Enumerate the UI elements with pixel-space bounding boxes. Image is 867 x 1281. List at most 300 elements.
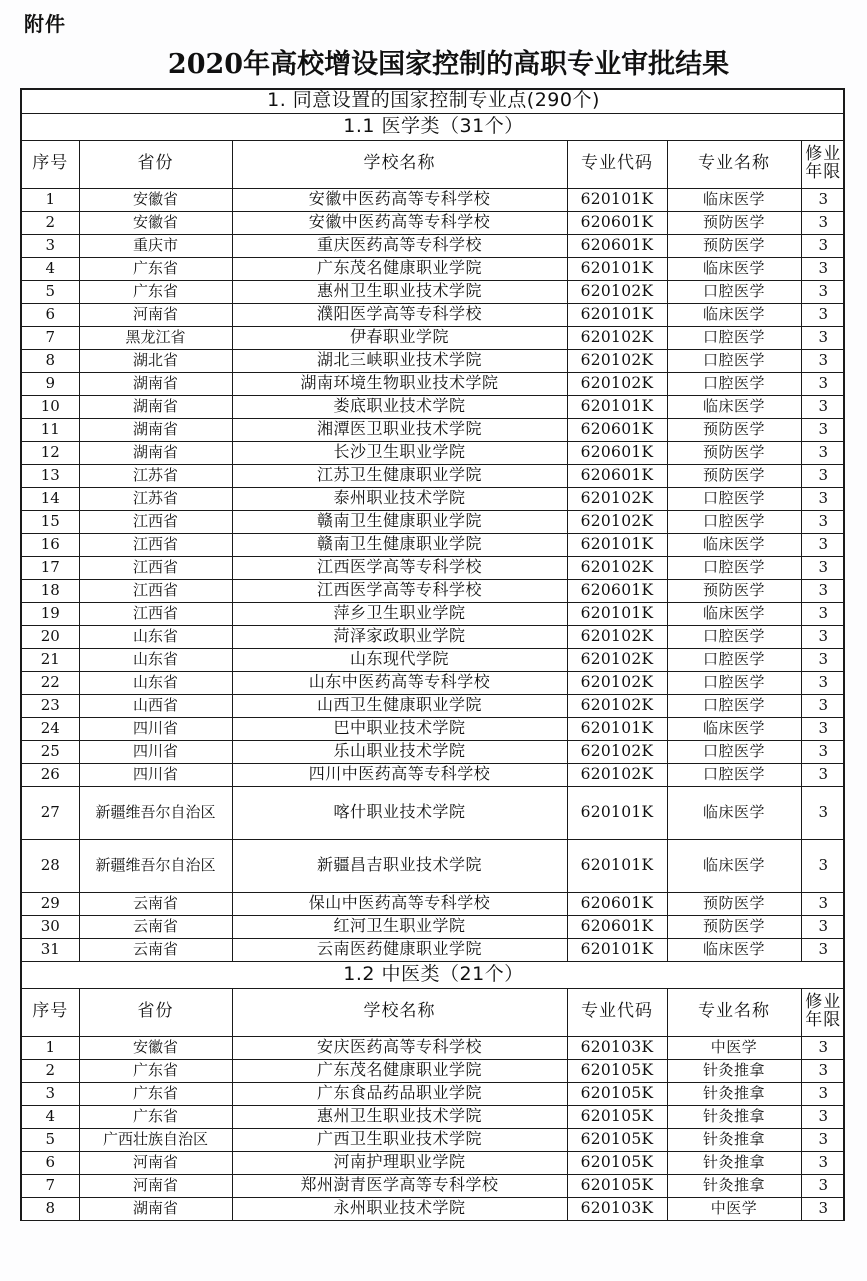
cell-code: 620601K <box>567 915 667 938</box>
cell-school: 山东现代学院 <box>232 648 567 671</box>
cell-index: 16 <box>22 533 79 556</box>
cell-major: 口腔医学 <box>667 648 801 671</box>
results-table-container <box>20 88 845 1221</box>
cell-code: 620101K <box>567 938 667 961</box>
cell-index: 26 <box>22 763 79 786</box>
cell-school: 重庆医药高等专科学校 <box>232 234 567 257</box>
section-banner-sub: 1.2 中医类（21个） <box>22 961 845 988</box>
table-row <box>22 257 845 280</box>
cell-province: 河南省 <box>79 1151 232 1174</box>
table-row <box>22 487 845 510</box>
cell-school: 山东中医药高等专科学校 <box>232 671 567 694</box>
attachment-label: 附件 <box>24 12 66 36</box>
cell-term: 3 <box>801 786 845 839</box>
cell-major: 口腔医学 <box>667 510 801 533</box>
cell-term: 3 <box>801 441 845 464</box>
cell-code: 620101K <box>567 602 667 625</box>
column-header-school: 学校名称 <box>232 140 567 188</box>
cell-major: 临床医学 <box>667 717 801 740</box>
cell-major: 临床医学 <box>667 938 801 961</box>
cell-major: 临床医学 <box>667 188 801 211</box>
cell-province: 云南省 <box>79 938 232 961</box>
table-row <box>22 533 845 556</box>
cell-major: 预防医学 <box>667 464 801 487</box>
cell-code: 620101K <box>567 257 667 280</box>
cell-school: 永州职业技术学院 <box>232 1197 567 1220</box>
cell-code: 620105K <box>567 1128 667 1151</box>
cell-province: 四川省 <box>79 740 232 763</box>
cell-code: 620101K <box>567 786 667 839</box>
table-row <box>22 1197 845 1220</box>
cell-term: 3 <box>801 533 845 556</box>
cell-term: 3 <box>801 188 845 211</box>
cell-code: 620101K <box>567 533 667 556</box>
cell-major: 中医学 <box>667 1036 801 1059</box>
cell-school: 广东茂名健康职业学院 <box>232 257 567 280</box>
cell-term: 3 <box>801 326 845 349</box>
cell-term: 3 <box>801 1128 845 1151</box>
cell-school: 惠州卫生职业技术学院 <box>232 1105 567 1128</box>
cell-index: 23 <box>22 694 79 717</box>
cell-school: 赣南卫生健康职业学院 <box>232 533 567 556</box>
cell-school: 广东茂名健康职业学院 <box>232 1059 567 1082</box>
column-header-province: 省份 <box>79 140 232 188</box>
cell-index: 9 <box>22 372 79 395</box>
cell-province: 山东省 <box>79 648 232 671</box>
cell-province: 河南省 <box>79 303 232 326</box>
cell-province: 广东省 <box>79 257 232 280</box>
cell-major: 预防医学 <box>667 441 801 464</box>
column-header-term-line2: 年限 <box>805 1010 842 1030</box>
cell-code: 620103K <box>567 1197 667 1220</box>
table-row <box>22 938 845 961</box>
cell-term: 3 <box>801 556 845 579</box>
table-row <box>22 1059 845 1082</box>
cell-index: 10 <box>22 395 79 418</box>
cell-index: 22 <box>22 671 79 694</box>
cell-code: 620102K <box>567 326 667 349</box>
cell-province: 湖南省 <box>79 1197 232 1220</box>
cell-term: 3 <box>801 938 845 961</box>
cell-school: 长沙卫生职业学院 <box>232 441 567 464</box>
cell-term: 3 <box>801 395 845 418</box>
cell-term: 3 <box>801 510 845 533</box>
cell-code: 620105K <box>567 1082 667 1105</box>
cell-school: 江苏卫生健康职业学院 <box>232 464 567 487</box>
cell-major: 口腔医学 <box>667 487 801 510</box>
cell-school: 广东食品药品职业学院 <box>232 1082 567 1105</box>
cell-term: 3 <box>801 1059 845 1082</box>
cell-school: 娄底职业技术学院 <box>232 395 567 418</box>
cell-school: 菏泽家政职业学院 <box>232 625 567 648</box>
cell-major: 针灸推拿 <box>667 1174 801 1197</box>
table-row <box>22 1128 845 1151</box>
cell-province: 四川省 <box>79 717 232 740</box>
cell-index: 3 <box>22 234 79 257</box>
cell-term: 3 <box>801 1174 845 1197</box>
cell-school: 伊春职业学院 <box>232 326 567 349</box>
table-row <box>22 326 845 349</box>
cell-major: 针灸推拿 <box>667 1151 801 1174</box>
table-row <box>22 740 845 763</box>
table-row <box>22 556 845 579</box>
cell-code: 620601K <box>567 892 667 915</box>
cell-index: 14 <box>22 487 79 510</box>
cell-major: 临床医学 <box>667 395 801 418</box>
table-row <box>22 211 845 234</box>
cell-index: 5 <box>22 280 79 303</box>
section-banner-row <box>22 90 845 113</box>
cell-major: 口腔医学 <box>667 372 801 395</box>
cell-major: 预防医学 <box>667 234 801 257</box>
table-row <box>22 372 845 395</box>
cell-index: 17 <box>22 556 79 579</box>
table-row <box>22 671 845 694</box>
cell-major: 预防医学 <box>667 915 801 938</box>
cell-index: 18 <box>22 579 79 602</box>
cell-major: 临床医学 <box>667 257 801 280</box>
cell-code: 620601K <box>567 464 667 487</box>
cell-code: 620102K <box>567 763 667 786</box>
cell-index: 28 <box>22 839 79 892</box>
cell-term: 3 <box>801 1036 845 1059</box>
cell-code: 620102K <box>567 556 667 579</box>
cell-school: 河南护理职业学院 <box>232 1151 567 1174</box>
cell-major: 口腔医学 <box>667 625 801 648</box>
cell-term: 3 <box>801 1105 845 1128</box>
cell-term: 3 <box>801 892 845 915</box>
cell-term: 3 <box>801 372 845 395</box>
cell-code: 620102K <box>567 372 667 395</box>
section-subbanner-row <box>22 961 845 988</box>
cell-index: 1 <box>22 1036 79 1059</box>
cell-code: 620102K <box>567 740 667 763</box>
cell-code: 620105K <box>567 1105 667 1128</box>
cell-school: 广西卫生职业技术学院 <box>232 1128 567 1151</box>
cell-term: 3 <box>801 487 845 510</box>
cell-province: 安徽省 <box>79 188 232 211</box>
column-header-term-line1: 修业 <box>805 992 842 1013</box>
cell-major: 口腔医学 <box>667 694 801 717</box>
section-banner-main: 1. 同意设置的国家控制专业点(290个) <box>22 90 845 113</box>
cell-index: 5 <box>22 1128 79 1151</box>
cell-province: 湖南省 <box>79 395 232 418</box>
cell-code: 620102K <box>567 487 667 510</box>
cell-major: 口腔医学 <box>667 671 801 694</box>
cell-school: 湘潭医卫职业技术学院 <box>232 418 567 441</box>
cell-code: 620102K <box>567 280 667 303</box>
column-header-index: 序号 <box>22 988 79 1036</box>
cell-province: 湖南省 <box>79 372 232 395</box>
cell-province: 四川省 <box>79 763 232 786</box>
cell-index: 7 <box>22 326 79 349</box>
table-row <box>22 717 845 740</box>
cell-major: 针灸推拿 <box>667 1128 801 1151</box>
table-row <box>22 303 845 326</box>
cell-province: 广西壮族自治区 <box>79 1128 232 1151</box>
cell-school: 萍乡卫生职业学院 <box>232 602 567 625</box>
cell-school: 红河卫生职业学院 <box>232 915 567 938</box>
column-header-province: 省份 <box>79 988 232 1036</box>
cell-school: 安徽中医药高等专科学校 <box>232 188 567 211</box>
table-row <box>22 579 845 602</box>
cell-province: 广东省 <box>79 280 232 303</box>
cell-school: 安庆医药高等专科学校 <box>232 1036 567 1059</box>
table-row <box>22 625 845 648</box>
table-row <box>22 648 845 671</box>
cell-code: 620103K <box>567 1036 667 1059</box>
cell-index: 4 <box>22 1105 79 1128</box>
cell-code: 620101K <box>567 395 667 418</box>
cell-code: 620601K <box>567 418 667 441</box>
column-header-term <box>801 988 845 1036</box>
cell-index: 13 <box>22 464 79 487</box>
table-row <box>22 763 845 786</box>
cell-province: 江西省 <box>79 579 232 602</box>
column-header-term-line2: 年限 <box>805 162 842 182</box>
cell-school: 江西医学高等专科学校 <box>232 556 567 579</box>
cell-major: 临床医学 <box>667 533 801 556</box>
cell-index: 4 <box>22 257 79 280</box>
cell-school: 湖南环境生物职业技术学院 <box>232 372 567 395</box>
cell-index: 31 <box>22 938 79 961</box>
page-title: 2020年高校增设国家控制的高职专业审批结果 <box>167 49 730 80</box>
column-header-index: 序号 <box>22 140 79 188</box>
cell-school: 云南医药健康职业学院 <box>232 938 567 961</box>
cell-code: 620102K <box>567 648 667 671</box>
column-header-term <box>801 140 845 188</box>
table-row <box>22 464 845 487</box>
cell-code: 620101K <box>567 717 667 740</box>
cell-province: 黑龙江省 <box>79 326 232 349</box>
cell-code: 620101K <box>567 303 667 326</box>
cell-code: 620105K <box>567 1151 667 1174</box>
cell-term: 3 <box>801 648 845 671</box>
cell-major: 口腔医学 <box>667 280 801 303</box>
cell-term: 3 <box>801 579 845 602</box>
cell-index: 15 <box>22 510 79 533</box>
table-row <box>22 1036 845 1059</box>
table-row <box>22 188 845 211</box>
cell-code: 620102K <box>567 349 667 372</box>
cell-term: 3 <box>801 1082 845 1105</box>
cell-province: 山东省 <box>79 671 232 694</box>
table-row <box>22 418 845 441</box>
cell-major: 口腔医学 <box>667 349 801 372</box>
cell-index: 7 <box>22 1174 79 1197</box>
cell-province: 湖南省 <box>79 441 232 464</box>
cell-term: 3 <box>801 740 845 763</box>
cell-school: 山西卫生健康职业学院 <box>232 694 567 717</box>
cell-major: 预防医学 <box>667 418 801 441</box>
table-header-row <box>22 988 845 1036</box>
section-subbanner-row <box>22 113 845 140</box>
cell-index: 6 <box>22 303 79 326</box>
cell-province: 江苏省 <box>79 464 232 487</box>
cell-province: 重庆市 <box>79 234 232 257</box>
cell-code: 620101K <box>567 188 667 211</box>
table-header-row <box>22 140 845 188</box>
cell-major: 临床医学 <box>667 303 801 326</box>
cell-index: 24 <box>22 717 79 740</box>
cell-code: 620102K <box>567 671 667 694</box>
cell-province: 湖南省 <box>79 418 232 441</box>
cell-index: 29 <box>22 892 79 915</box>
table-row <box>22 510 845 533</box>
cell-province: 安徽省 <box>79 211 232 234</box>
cell-code: 620601K <box>567 441 667 464</box>
table-row <box>22 349 845 372</box>
cell-index: 8 <box>22 1197 79 1220</box>
table-row <box>22 441 845 464</box>
cell-major: 口腔医学 <box>667 763 801 786</box>
cell-province: 江西省 <box>79 510 232 533</box>
table-row <box>22 602 845 625</box>
column-header-major: 专业名称 <box>667 140 801 188</box>
column-header-major: 专业名称 <box>667 988 801 1036</box>
cell-term: 3 <box>801 464 845 487</box>
table-row <box>22 915 845 938</box>
table-row <box>22 1082 845 1105</box>
cell-term: 3 <box>801 280 845 303</box>
cell-code: 620105K <box>567 1059 667 1082</box>
cell-code: 620601K <box>567 234 667 257</box>
approval-results-table <box>22 90 845 1221</box>
cell-index: 30 <box>22 915 79 938</box>
cell-index: 1 <box>22 188 79 211</box>
cell-province: 新疆维吾尔自治区 <box>79 839 232 892</box>
cell-index: 25 <box>22 740 79 763</box>
cell-major: 针灸推拿 <box>667 1059 801 1082</box>
cell-major: 预防医学 <box>667 892 801 915</box>
cell-term: 3 <box>801 418 845 441</box>
cell-term: 3 <box>801 303 845 326</box>
cell-school: 乐山职业技术学院 <box>232 740 567 763</box>
cell-code: 620601K <box>567 579 667 602</box>
cell-code: 620102K <box>567 510 667 533</box>
cell-school: 濮阳医学高等专科学校 <box>232 303 567 326</box>
cell-province: 江西省 <box>79 602 232 625</box>
cell-index: 2 <box>22 1059 79 1082</box>
cell-major: 口腔医学 <box>667 556 801 579</box>
cell-term: 3 <box>801 257 845 280</box>
cell-term: 3 <box>801 625 845 648</box>
cell-term: 3 <box>801 671 845 694</box>
table-row <box>22 892 845 915</box>
table-row <box>22 694 845 717</box>
cell-major: 口腔医学 <box>667 740 801 763</box>
table-row <box>22 786 845 839</box>
cell-school: 湖北三峡职业技术学院 <box>232 349 567 372</box>
cell-term: 3 <box>801 211 845 234</box>
section-banner-sub: 1.1 医学类（31个） <box>22 113 845 140</box>
cell-province: 江西省 <box>79 533 232 556</box>
table-row <box>22 280 845 303</box>
table-row <box>22 1151 845 1174</box>
cell-code: 620102K <box>567 625 667 648</box>
cell-major: 临床医学 <box>667 602 801 625</box>
cell-index: 21 <box>22 648 79 671</box>
table-row <box>22 234 845 257</box>
cell-term: 3 <box>801 1197 845 1220</box>
cell-term: 3 <box>801 839 845 892</box>
cell-index: 2 <box>22 211 79 234</box>
cell-index: 19 <box>22 602 79 625</box>
cell-index: 12 <box>22 441 79 464</box>
cell-school: 泰州职业技术学院 <box>232 487 567 510</box>
cell-school: 喀什职业技术学院 <box>232 786 567 839</box>
cell-code: 620105K <box>567 1174 667 1197</box>
column-header-school: 学校名称 <box>232 988 567 1036</box>
cell-school: 惠州卫生职业技术学院 <box>232 280 567 303</box>
table-row <box>22 1105 845 1128</box>
cell-school: 新疆昌吉职业技术学院 <box>232 839 567 892</box>
cell-major: 临床医学 <box>667 839 801 892</box>
cell-province: 新疆维吾尔自治区 <box>79 786 232 839</box>
cell-province: 河南省 <box>79 1174 232 1197</box>
cell-term: 3 <box>801 234 845 257</box>
cell-school: 安徽中医药高等专科学校 <box>232 211 567 234</box>
cell-province: 山西省 <box>79 694 232 717</box>
table-row <box>22 839 845 892</box>
cell-code: 620101K <box>567 839 667 892</box>
cell-term: 3 <box>801 915 845 938</box>
cell-index: 27 <box>22 786 79 839</box>
cell-school: 赣南卫生健康职业学院 <box>232 510 567 533</box>
cell-code: 620601K <box>567 211 667 234</box>
cell-province: 江苏省 <box>79 487 232 510</box>
cell-index: 3 <box>22 1082 79 1105</box>
column-header-code: 专业代码 <box>567 140 667 188</box>
cell-term: 3 <box>801 694 845 717</box>
cell-term: 3 <box>801 763 845 786</box>
cell-index: 11 <box>22 418 79 441</box>
cell-index: 8 <box>22 349 79 372</box>
cell-school: 郑州澍青医学高等专科学校 <box>232 1174 567 1197</box>
column-header-term-line1: 修业 <box>805 144 842 165</box>
cell-province: 广东省 <box>79 1059 232 1082</box>
cell-major: 针灸推拿 <box>667 1082 801 1105</box>
cell-province: 山东省 <box>79 625 232 648</box>
cell-term: 3 <box>801 349 845 372</box>
cell-province: 湖北省 <box>79 349 232 372</box>
cell-major: 针灸推拿 <box>667 1105 801 1128</box>
table-row <box>22 1174 845 1197</box>
cell-major: 预防医学 <box>667 579 801 602</box>
cell-school: 巴中职业技术学院 <box>232 717 567 740</box>
cell-province: 云南省 <box>79 892 232 915</box>
cell-major: 临床医学 <box>667 786 801 839</box>
cell-major: 中医学 <box>667 1197 801 1220</box>
cell-province: 安徽省 <box>79 1036 232 1059</box>
cell-school: 四川中医药高等专科学校 <box>232 763 567 786</box>
cell-province: 广东省 <box>79 1082 232 1105</box>
cell-index: 20 <box>22 625 79 648</box>
cell-school: 江西医学高等专科学校 <box>232 579 567 602</box>
cell-term: 3 <box>801 602 845 625</box>
table-row <box>22 395 845 418</box>
cell-major: 口腔医学 <box>667 326 801 349</box>
cell-province: 江西省 <box>79 556 232 579</box>
cell-term: 3 <box>801 1151 845 1174</box>
cell-code: 620102K <box>567 694 667 717</box>
cell-school: 保山中医药高等专科学校 <box>232 892 567 915</box>
column-header-code: 专业代码 <box>567 988 667 1036</box>
cell-term: 3 <box>801 717 845 740</box>
cell-major: 预防医学 <box>667 211 801 234</box>
cell-province: 广东省 <box>79 1105 232 1128</box>
cell-province: 云南省 <box>79 915 232 938</box>
